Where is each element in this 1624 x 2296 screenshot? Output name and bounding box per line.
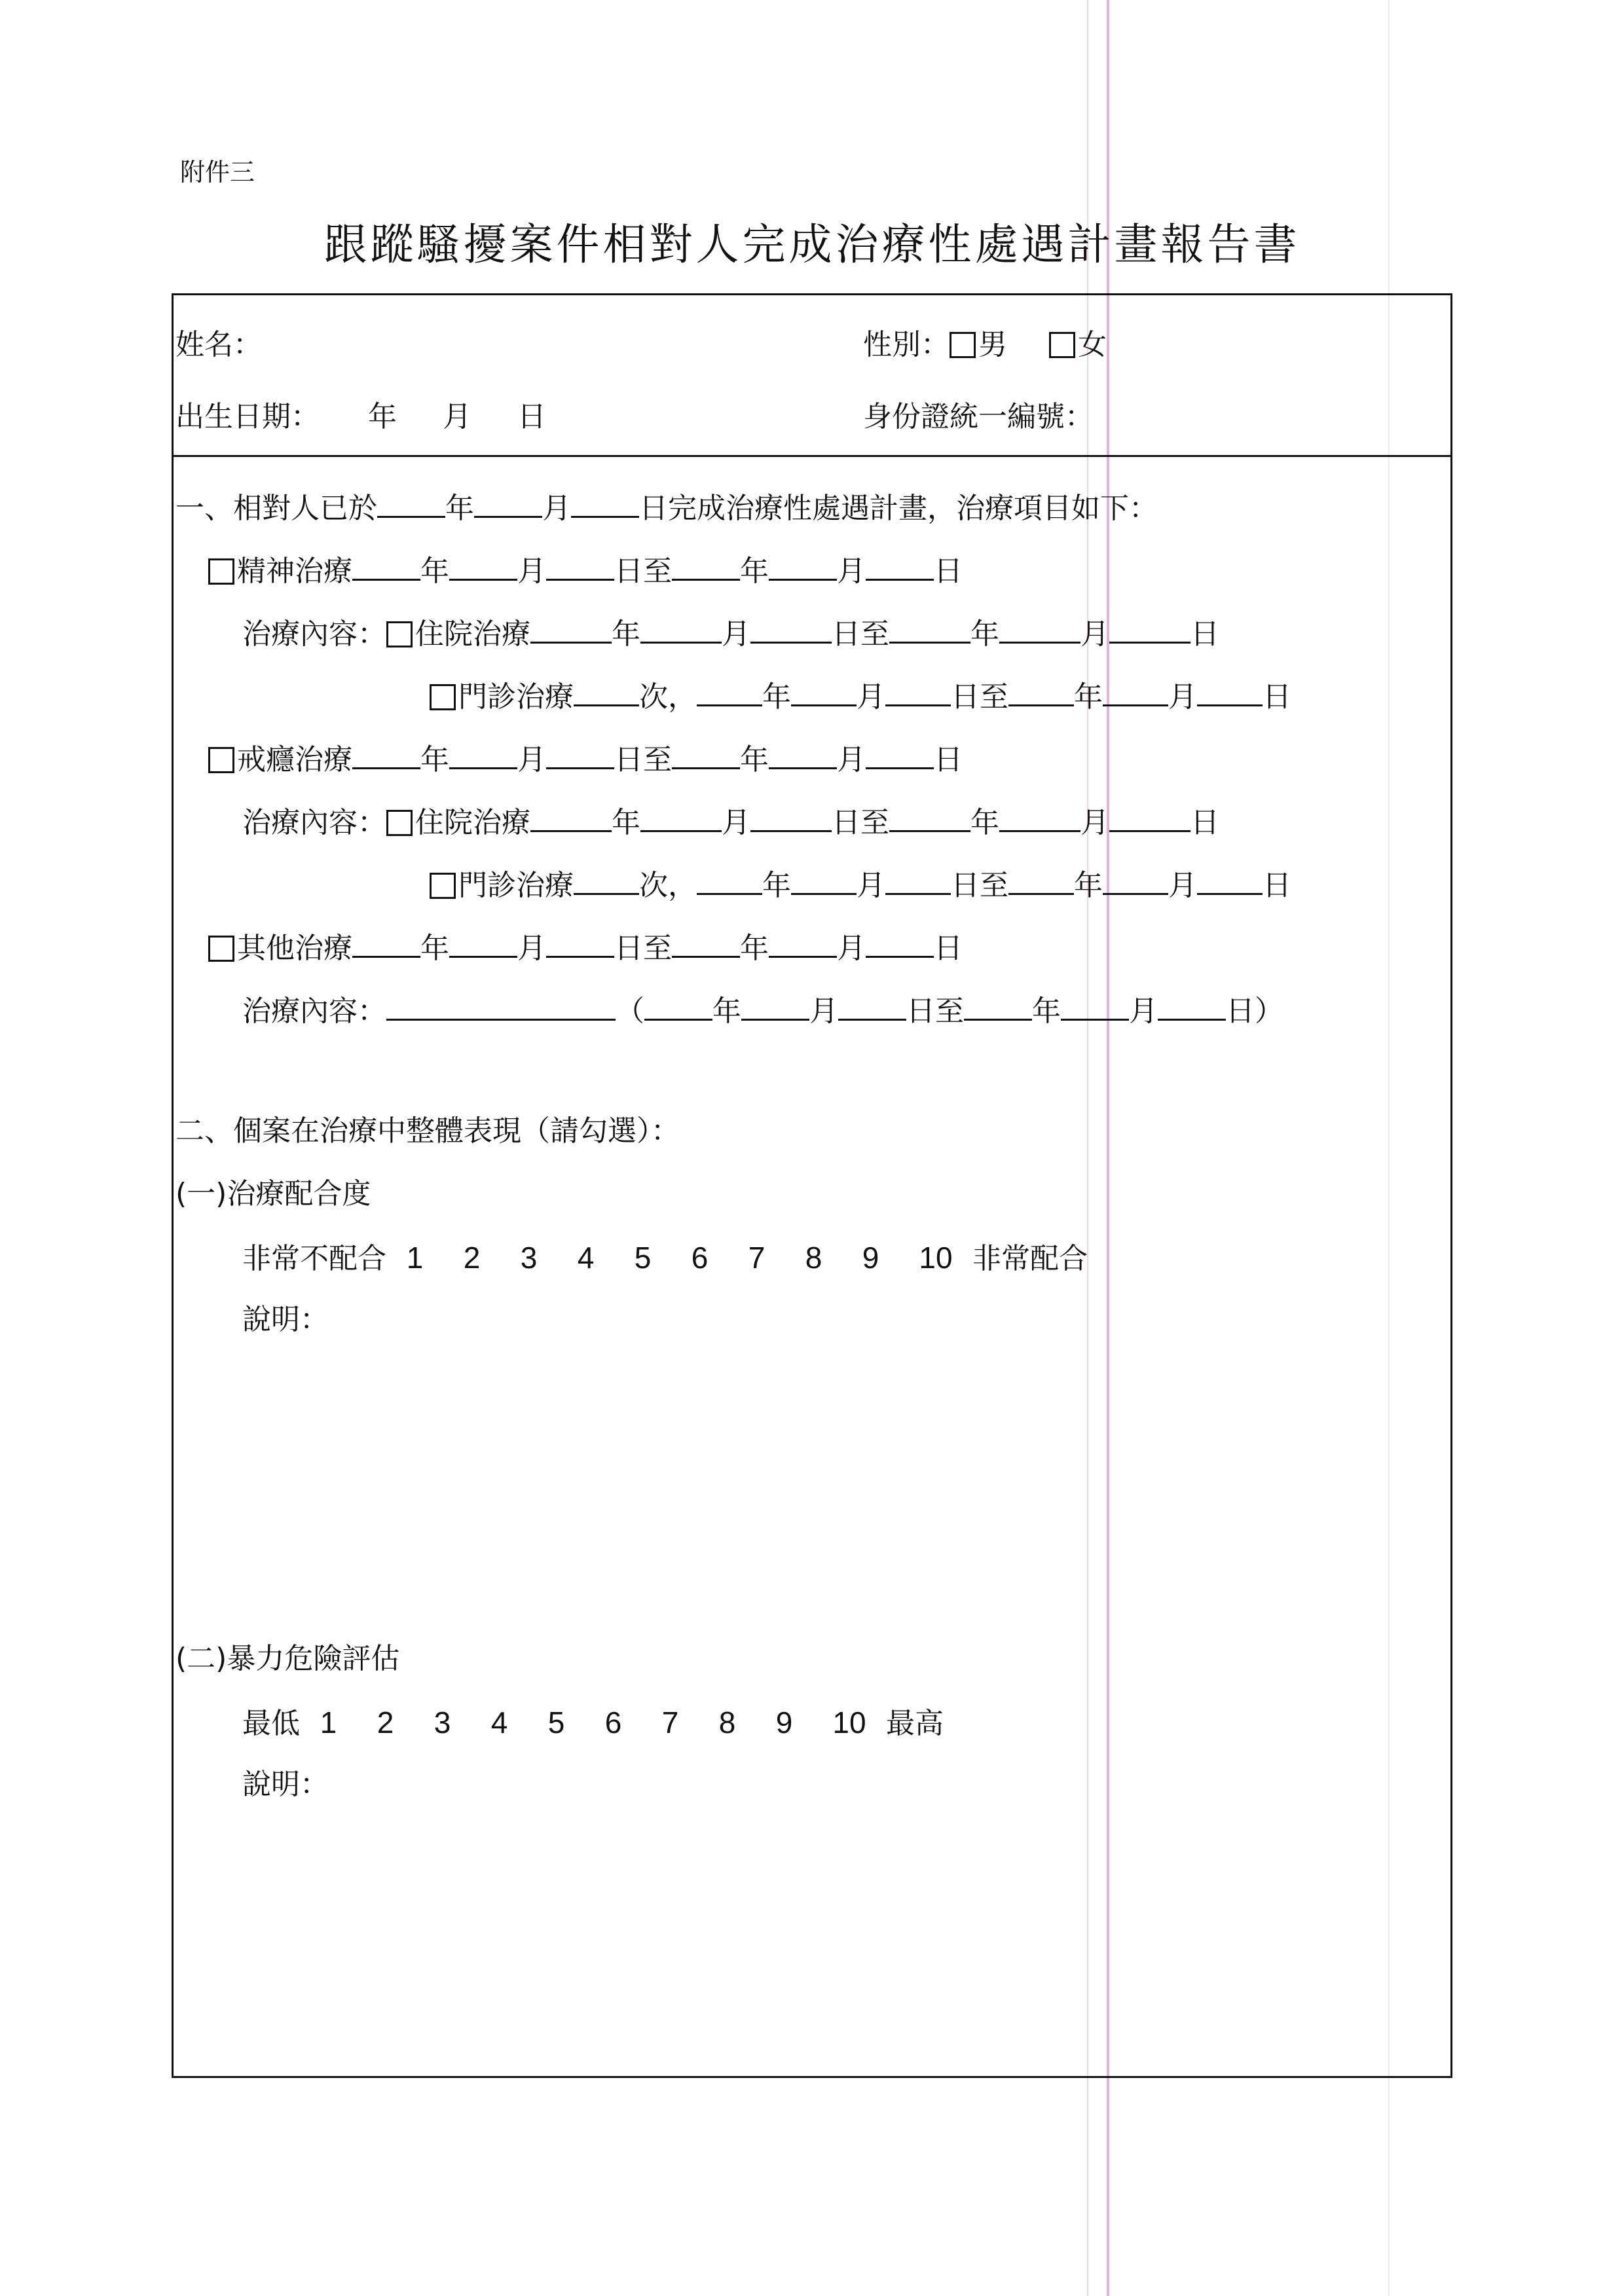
name-label: 姓名： <box>175 328 262 361</box>
scale-option[interactable]: 4 <box>577 1241 595 1275</box>
scale-option[interactable]: 3 <box>434 1705 451 1740</box>
cooperation-explain: 說明： <box>242 1303 329 1336</box>
scale-option[interactable]: 4 <box>490 1705 508 1740</box>
gender-label: 性別： <box>863 328 950 361</box>
scale-option[interactable]: 2 <box>463 1241 481 1275</box>
blank-day[interactable] <box>571 488 639 518</box>
gender-field <box>863 328 1107 361</box>
dob-day: 日 <box>517 400 546 433</box>
blank-year[interactable] <box>377 488 445 518</box>
scale-option[interactable]: 5 <box>547 1705 565 1740</box>
risk-scale: 最低 1 2 3 4 5 6 7 8 9 10 最高 <box>242 1705 944 1740</box>
scale-option[interactable]: 10 <box>832 1705 866 1740</box>
scale-option[interactable]: 8 <box>718 1705 736 1740</box>
scale-option[interactable]: 8 <box>805 1241 822 1275</box>
scale-option[interactable]: 2 <box>377 1705 394 1740</box>
outpatient-checkbox[interactable] <box>430 873 456 899</box>
blank-month[interactable] <box>474 488 542 518</box>
male-checkbox[interactable] <box>950 332 976 358</box>
other-content-blank[interactable] <box>386 991 616 1021</box>
dob-field <box>175 400 546 433</box>
dob-label: 出生日期： <box>175 400 320 433</box>
outpatient-checkbox[interactable] <box>430 684 456 710</box>
other-content-row: 治療內容： （ 年 月 日至 年 月 日） <box>242 991 1283 1026</box>
scale-option[interactable]: 9 <box>775 1705 793 1740</box>
addict-inpatient-row: 治療內容： 住院治療 年 月 日至 年 月 日 <box>242 803 1219 837</box>
scale-option[interactable]: 6 <box>691 1241 709 1275</box>
risk-explain: 說明： <box>242 1768 329 1801</box>
dob-month: 月 <box>443 400 471 433</box>
psych-checkbox[interactable] <box>208 558 234 585</box>
risk-title: (二)暴力危險評估 <box>175 1642 400 1675</box>
inpatient-checkbox[interactable] <box>386 810 413 836</box>
addict-row: 戒癮治療 年 月 日至 年 月 日 <box>208 740 963 774</box>
scale-option[interactable]: 7 <box>661 1705 679 1740</box>
header-divider <box>172 455 1452 457</box>
scale-option[interactable]: 7 <box>748 1241 766 1275</box>
male-label: 男 <box>978 328 1007 361</box>
scale-option[interactable]: 1 <box>406 1241 424 1275</box>
psych-outpatient-row: 門診治療 次， 年 月 日至 年 月 日 <box>430 677 1291 712</box>
s1-intro: 一、相對人已於 年 月 日完成治療性處遇計畫，治療項目如下： <box>175 488 1158 523</box>
dob-year: 年 <box>368 400 397 433</box>
female-label: 女 <box>1078 328 1107 361</box>
inpatient-checkbox[interactable] <box>386 621 413 647</box>
other-row: 其他治療 年 月 日至 年 月 日 <box>208 928 963 963</box>
psych-inpatient-row: 治療內容： 住院治療 年 月 日至 年 月 日 <box>242 614 1219 649</box>
id-label: 身份證統一編號： <box>863 400 1094 433</box>
addict-checkbox[interactable] <box>208 747 234 773</box>
s2-heading: 二、個案在治療中整體表現（請勾選）： <box>175 1114 680 1148</box>
scale-option[interactable]: 9 <box>862 1241 879 1275</box>
cooperation-title: (一)治療配合度 <box>175 1177 371 1211</box>
other-checkbox[interactable] <box>208 936 234 962</box>
scale-option[interactable]: 10 <box>919 1241 953 1275</box>
annex-label: 附件三 <box>180 158 255 187</box>
scale-option[interactable]: 3 <box>520 1241 538 1275</box>
scale-option[interactable]: 5 <box>634 1241 652 1275</box>
scale-option[interactable]: 1 <box>320 1705 337 1740</box>
female-checkbox[interactable] <box>1049 332 1075 358</box>
scale-option[interactable]: 6 <box>604 1705 622 1740</box>
addict-outpatient-row: 門診治療 次， 年 月 日至 年 月 日 <box>430 866 1291 900</box>
psych-row: 精神治療 年 月 日至 年 月 日 <box>208 551 963 586</box>
page-title: 跟蹤騷擾案件相對人完成治療性處遇計畫報告書 <box>323 219 1301 270</box>
cooperation-scale: 非常不配合 1 2 3 4 5 6 7 8 9 10 非常配合 <box>242 1241 1088 1275</box>
